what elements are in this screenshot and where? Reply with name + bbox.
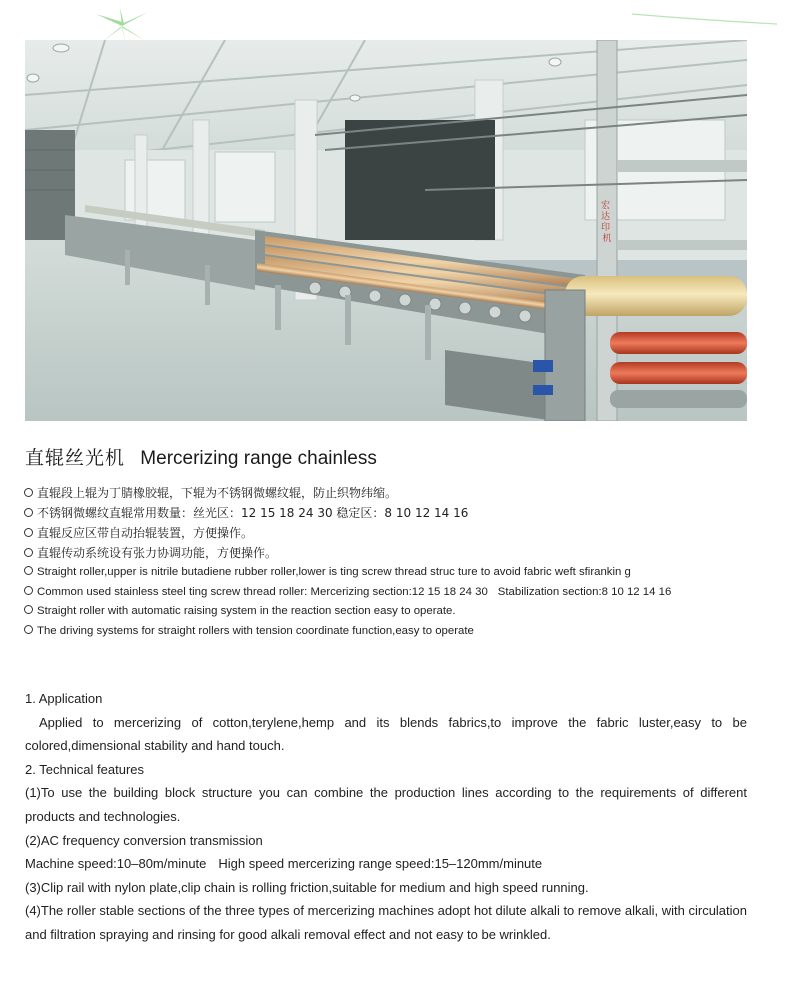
description-body (25, 687, 747, 947)
decorative-line (632, 12, 777, 26)
feature-3: (3)Clip rail with nylon plate,clip chain is rolling friction,suitable for medium and high speed running. (25, 879, 589, 895)
feature-2: (2)AC frequency conversion transmission (25, 832, 263, 848)
circle-bullet-icon (24, 548, 33, 557)
circle-bullet-icon (24, 528, 33, 537)
technical-heading: 2. Technical features (25, 761, 144, 777)
circle-bullet-icon (24, 488, 33, 497)
machine-label: 宏 达 印 机 (601, 201, 612, 244)
bullet-cn-1: 直辊段上辊为丁腈橡胶辊，下辊为不锈钢微螺纹辊，防止织物纬缩。 (24, 483, 764, 503)
bullet-cn-4: 直辊传动系统设有张力协调功能，方便操作。 (24, 543, 764, 563)
title-english: Mercerizing range chainless (140, 448, 377, 469)
high-speed: High speed mercerizing range speed:15–120mm/minute (218, 856, 543, 872)
bullet-cn-3: 直辊反应区带自动抬辊装置，方便操作。 (24, 523, 764, 543)
title-chinese: 直辊丝光机 (25, 447, 126, 469)
feature-4: (4)The roller stable sections of the three types of mercerizing machines adopt hot dilute alkali to remove alkali, with circulation and filtration spraying and rinsing for good alkali removal effect and not easy to be wrinkled. (25, 903, 747, 942)
application-text: Applied to mercerizing of cotton,terylene,hemp and its blends fabrics,to improve the fabric luster,easy to be colored,dimensional stability and hand touch. (25, 714, 747, 754)
feature-1: (1)To use the building block structure you can combine the production lines according to the requirements of different products and technologies. (25, 785, 747, 824)
page-title (25, 443, 377, 470)
bullet-cn-2: 不锈钢微螺纹直辊常用数量：丝光区：12 15 18 24 30 稳定区：8 10 12 14 16 (24, 503, 764, 523)
circle-bullet-icon (24, 605, 33, 614)
machine-speed: Machine speed:10–80m/minute (25, 856, 207, 872)
bullet-en-2: Common used stainless steel ting screw thread roller: Mercerizing section:12 15 18 24 30 Stabilization section:8 10 12 14 16 (24, 583, 764, 603)
circle-bullet-icon (24, 586, 33, 595)
bullet-en-1: Straight roller,upper is nitrile butadiene rubber roller,lower is ting screw thread struc ture to avoid fabric weft sfirankin g (24, 563, 764, 583)
factory-photo (25, 40, 747, 421)
application-heading: 1. Application (25, 691, 103, 706)
circle-bullet-icon (24, 625, 33, 634)
circle-bullet-icon (24, 566, 33, 575)
bullet-en-3: Straight roller with automatic raising system in the reaction section easy to operate. (24, 602, 764, 622)
bullet-en-4: The driving systems for straight rollers with tension coordinate function,easy to operate (24, 622, 764, 642)
circle-bullet-icon (24, 508, 33, 517)
speed-line (25, 852, 747, 876)
feature-bullets (24, 483, 764, 641)
leaf-star-icon (92, 8, 152, 44)
